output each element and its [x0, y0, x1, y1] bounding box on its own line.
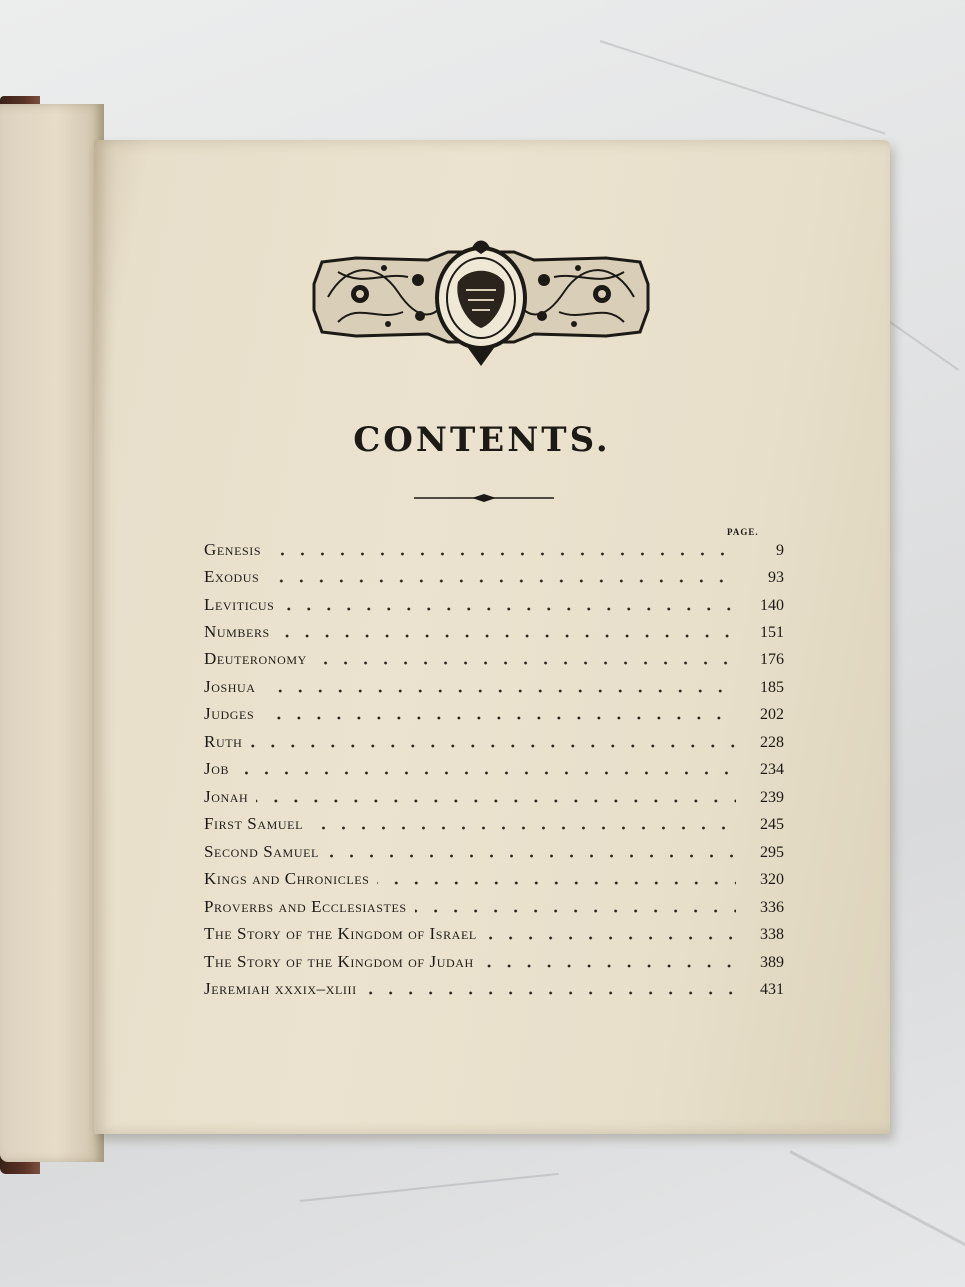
toc-entry-page: 431: [760, 981, 784, 998]
toc-row: [204, 540, 784, 567]
toc-entry-page: 176: [760, 651, 784, 668]
toc-entry-title: Proverbs and Ecclesiastes: [204, 897, 407, 916]
toc-row: [204, 732, 784, 759]
toc-row: [204, 649, 784, 676]
toc-row: [204, 595, 784, 622]
toc-row: [204, 814, 784, 841]
dot-leader: [482, 961, 736, 971]
toc-entry-title: Deuteronomy: [204, 649, 307, 668]
page-column-label: PAGE.: [727, 527, 759, 537]
toc-entry-page: 239: [760, 789, 784, 806]
toc-row: [204, 759, 784, 786]
toc-entry-title: Jeremiah xxxix–xliii: [204, 979, 357, 998]
toc-row: [204, 704, 784, 731]
toc-entry-page: 389: [760, 954, 784, 971]
marble-vein: [789, 1150, 965, 1247]
marble-vein: [600, 40, 886, 135]
dot-leader: [327, 851, 736, 861]
toc-entry-page: 185: [760, 679, 784, 696]
toc-entry-title: Exodus: [204, 567, 260, 586]
toc-entry-title: Judges: [204, 704, 255, 723]
dot-leader: [256, 796, 736, 806]
toc-entry-page: 336: [760, 899, 784, 916]
toc-entry-page: 93: [768, 569, 784, 586]
dot-leader: [485, 933, 736, 943]
toc-entry-page: 151: [760, 624, 784, 641]
toc-entry-page: 234: [760, 761, 784, 778]
toc-entry-page: 338: [760, 926, 784, 943]
dot-leader: [269, 549, 736, 559]
toc-entry-title: Leviticus: [204, 595, 275, 614]
dot-leader: [282, 604, 736, 614]
left-page: [0, 104, 104, 1162]
page-title: CONTENTS.: [353, 420, 611, 460]
toc-entry-page: 140: [760, 597, 784, 614]
dot-leader: [262, 713, 736, 723]
toc-entry-page: 320: [760, 871, 784, 888]
toc-row: [204, 842, 784, 869]
dot-leader: [237, 768, 736, 778]
floral-headpiece-icon: [308, 232, 654, 374]
dot-leader: [267, 576, 736, 586]
toc-entry-title: Numbers: [204, 622, 270, 641]
marble-vein: [300, 1173, 559, 1202]
dot-leader: [264, 686, 736, 696]
toc-entry-page: 9: [776, 542, 784, 559]
toc-entry-page: 245: [760, 816, 784, 833]
toc-entry-page: 202: [760, 706, 784, 723]
toc-entry-title: First Samuel: [204, 814, 304, 833]
toc-row: [204, 622, 784, 649]
ornamental-rule-icon: [412, 488, 556, 508]
toc-entry-title: Second Samuel: [204, 842, 319, 861]
toc-entry-title: Ruth: [204, 732, 243, 751]
dot-leader: [365, 988, 736, 998]
dot-leader: [415, 906, 736, 916]
dot-leader: [377, 878, 736, 888]
toc-row: [204, 924, 784, 951]
toc-entry-page: 228: [760, 734, 784, 751]
toc-row: [204, 952, 784, 979]
dot-leader: [315, 658, 736, 668]
toc-entry-title: Kings and Chronicles: [204, 869, 370, 888]
toc-entry-title: Genesis: [204, 540, 262, 559]
toc-row: [204, 869, 784, 896]
toc-row: [204, 897, 784, 924]
toc-entry-title: The Story of the Kingdom of Israel: [204, 924, 477, 943]
toc-entry-title: Job: [204, 759, 230, 778]
toc-row: [204, 979, 784, 1006]
toc-row: [204, 677, 784, 704]
toc-row: [204, 567, 784, 594]
toc-entry-title: The Story of the Kingdom of Judah: [204, 952, 474, 971]
toc-entry-page: 295: [760, 844, 784, 861]
toc-row: [204, 787, 784, 814]
dot-leader: [278, 631, 736, 641]
toc-entry-title: Joshua: [204, 677, 256, 696]
dot-leader: [250, 741, 736, 751]
dot-leader: [311, 823, 736, 833]
toc-entry-title: Jonah: [204, 787, 249, 806]
